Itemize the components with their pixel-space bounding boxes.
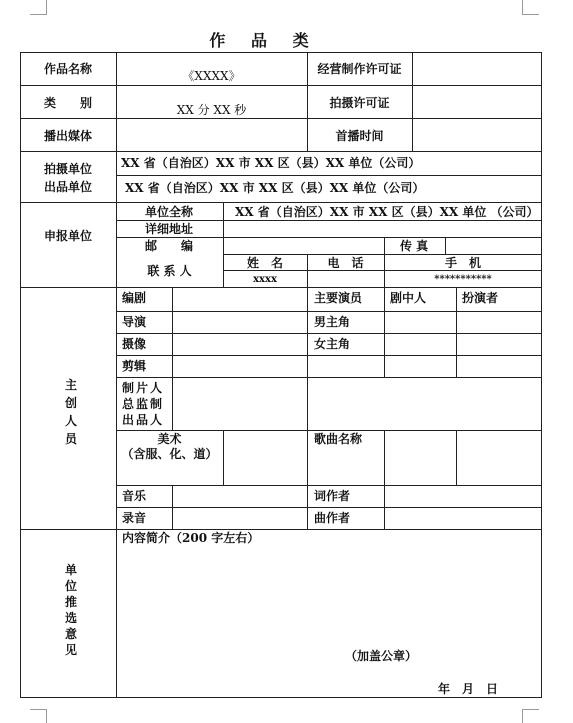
label-screenwriter: 编剧 xyxy=(122,291,147,305)
row-line xyxy=(116,333,542,334)
label-production-unit: 出品单位 xyxy=(43,180,92,194)
label-female-lead: 女主角 xyxy=(314,337,351,351)
label-unit-recommendation: 单位推选意见 xyxy=(64,563,77,657)
crop-mark-bottom-right-v xyxy=(522,709,523,723)
label-recording: 录音 xyxy=(122,511,147,525)
col-line xyxy=(456,287,457,377)
label-address: 详细地址 xyxy=(145,222,194,236)
label-contact-phone: 电 话 xyxy=(327,256,364,270)
label-music: 音乐 xyxy=(122,489,147,503)
label-applicant: 申报单位 xyxy=(43,229,92,243)
crop-mark-bottom-right-h xyxy=(522,709,539,710)
label-camera: 摄像 xyxy=(122,337,147,351)
label-editing: 剪辑 xyxy=(122,359,147,373)
crop-mark-top-right-h xyxy=(522,14,539,15)
row-line xyxy=(223,254,542,255)
label-composer: 曲作者 xyxy=(314,511,351,525)
crop-mark-top-left-v xyxy=(46,0,47,14)
col-line xyxy=(223,430,224,485)
label-shooting-license: 拍摄许可证 xyxy=(329,96,390,110)
row-line xyxy=(116,175,542,176)
row-line xyxy=(116,311,542,312)
label-art: 美术 xyxy=(157,432,182,446)
crop-mark-bottom-left-h xyxy=(30,709,47,710)
row-line xyxy=(20,529,542,530)
row-line xyxy=(223,270,542,271)
col-line xyxy=(384,430,385,529)
col-line xyxy=(116,52,117,697)
col-line xyxy=(172,287,173,430)
crop-mark-bottom-left-v xyxy=(46,709,47,723)
row-line xyxy=(20,151,542,152)
label-broadcast-media: 播出媒体 xyxy=(43,129,92,143)
row-line xyxy=(116,237,542,238)
label-first-air-time: 首播时间 xyxy=(335,129,384,143)
col-line xyxy=(307,287,308,529)
row-line xyxy=(116,507,542,508)
value-shooting-unit[interactable]: XX 省（自治区）XX 市 XX 区（县）XX 单位（公司） xyxy=(121,156,421,170)
col-line xyxy=(456,430,457,485)
row-line xyxy=(116,485,542,486)
label-content-summary: 内容简介（200 字左右） xyxy=(122,531,260,545)
col-line xyxy=(384,287,385,377)
col-line xyxy=(384,237,385,254)
label-shooting-unit: 拍摄单位 xyxy=(43,162,92,176)
value-production-unit[interactable]: XX 省（自治区）XX 市 XX 区（县）XX 单位（公司） xyxy=(125,181,425,195)
table-border-top xyxy=(20,52,542,53)
label-operating-license: 经营制作许可证 xyxy=(317,62,402,76)
label-work-name: 作品名称 xyxy=(43,62,92,76)
col-line xyxy=(445,237,446,254)
row-line xyxy=(20,118,542,119)
crop-mark-top-left-h xyxy=(30,14,47,15)
label-song-name: 歌曲名称 xyxy=(314,432,363,446)
value-duration[interactable]: XX 分 XX 秒 xyxy=(176,103,247,117)
table-border-left xyxy=(20,52,21,697)
row-line xyxy=(116,430,542,431)
label-contact-name: 姓 名 xyxy=(246,256,283,270)
row-line xyxy=(116,220,542,221)
label-male-lead: 男主角 xyxy=(314,315,351,329)
row-line xyxy=(20,85,542,86)
value-unit-full-name[interactable]: XX 省（自治区）XX 市 XX 区（县）XX 单位 （公司） xyxy=(235,205,539,219)
row-line xyxy=(20,287,542,288)
crop-mark-top-right-v xyxy=(522,0,523,14)
label-contact-person: 联 系 人 xyxy=(147,264,192,278)
table-border-bottom xyxy=(20,697,542,698)
label-main-creators: 主创人员 xyxy=(64,378,77,446)
row-line xyxy=(116,355,542,356)
label-art-detail: （含服、化、道） xyxy=(121,447,218,461)
label-actor: 扮演者 xyxy=(462,291,499,305)
col-line xyxy=(412,52,413,151)
row-line xyxy=(116,377,542,378)
label-role: 剧中人 xyxy=(390,291,427,305)
label-postcode: 邮 编 xyxy=(145,239,194,253)
table-border-right xyxy=(541,52,542,697)
form-title xyxy=(0,28,573,51)
value-contact-name[interactable]: xxxx xyxy=(253,274,277,285)
label-main-actors: 主要演员 xyxy=(314,291,363,305)
label-official-seal: （加盖公章） xyxy=(345,649,418,663)
label-lyricist: 词作者 xyxy=(314,489,351,503)
form-title-text: 作 品 类 xyxy=(209,31,319,50)
label-unit-full-name: 单位全称 xyxy=(145,205,194,219)
label-director: 导演 xyxy=(122,315,147,329)
label-date: 年 月 日 xyxy=(438,682,499,696)
label-fax: 传 真 xyxy=(400,239,429,253)
label-producer: 制片人总监制出品人 xyxy=(122,381,165,427)
row-line xyxy=(20,202,542,203)
value-work-name[interactable]: 《XXXX》 xyxy=(182,69,241,83)
label-contact-mobile: 手 机 xyxy=(444,256,481,270)
label-category: 类 别 xyxy=(43,96,92,110)
value-contact-mobile[interactable]: *********** xyxy=(434,274,492,285)
